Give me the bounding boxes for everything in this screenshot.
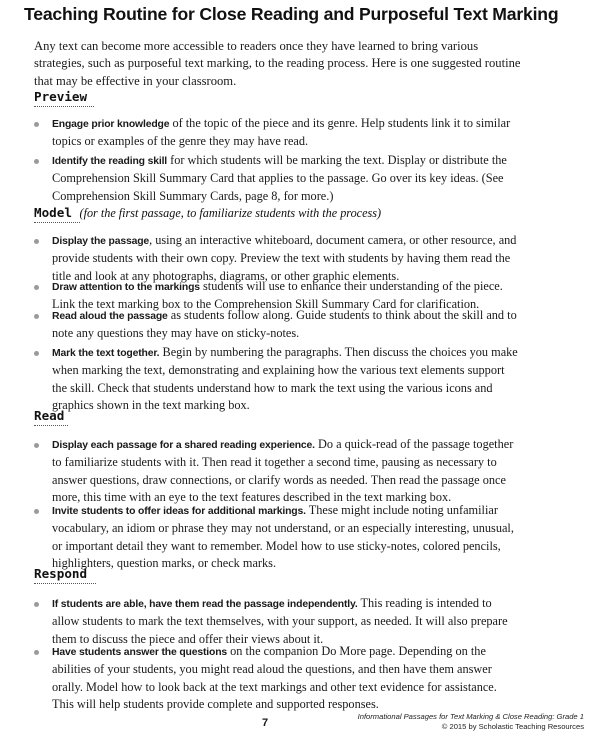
footer-copyright: © 2015 by Scholastic Teaching Resources [441,721,584,731]
section-heading-model: Model (for the first passage, to familiarize students with the process) [34,205,382,220]
bullet-icon [34,122,39,127]
bullet-icon [34,650,39,655]
bullet-icon [34,602,39,607]
section-divider [34,425,68,426]
list-item: Display each passage for a shared reading experience. Do a quick-read of the passage together to familiarize students with it. Then read it together a second time, pausing as necessary to answer questions, draw connections, or clarify words as needed. Then read the passage once more, this time with an eye to the text features described in the text marking box. [52,437,514,504]
intro-paragraph: Any text can become more accessible to readers once they have learned to bring various strategies, such as purposeful text marking, to the reading process. Here is one suggested routine that may be effective in your classroom. [34,39,521,88]
bullet-icon [34,509,39,514]
list-item: Engage prior knowledge of the topic of the piece and its genre. Help students link it to similar topics or examples of the genre they may have read. [52,116,511,149]
section-subheading: (for the first passage, to familiarize students with the process) [79,206,382,220]
list-item: Draw attention to the markings students will use to enhance their understanding of the piece. Link the text marking box to the Comprehension Skill Summary Card for clarification. [52,279,503,312]
bullet-icon [34,351,39,356]
section-divider [34,583,96,584]
section-heading-preview: Preview [34,89,88,104]
footer-book-title: Informational Passages for Text Marking & Close Reading: Grade 1 [357,712,584,721]
bullet-icon [34,285,39,290]
footer-credit [358,712,584,731]
list-item: Mark the text together. Begin by numbering the paragraphs. Then discuss the choices you make when marking the text, demonstrating and explaining how the various text elements support the skill. Check that students understand how to mark the text using the various icons and graphics shown in the text marking box. [52,345,518,412]
section-divider [34,106,94,107]
section-divider [34,222,80,223]
bullet-icon [34,239,39,244]
bullet-icon [34,314,39,319]
page-title: Teaching Routine for Close Reading and Purposeful Text Marking [24,4,559,24]
bullet-icon [34,443,39,448]
list-item: Read aloud the passage as students follow along. Guide students to think about the skill and to note any questions they may have on sticky-notes. [52,308,517,341]
list-item: Identify the reading skill for which students will be marking the text. Display or distribute the Comprehension Skill Summary Card that applies to the passage. Go over its key ideas. (See Comprehension Skill Summary Cards, page 8, for more.) [52,153,507,203]
section-heading-read: Read [34,408,65,423]
list-item: Invite students to offer ideas for additional markings. These might include noting unfamiliar vocabulary, an idiom or phrase they may not understand, or an especially interesting, unusual, or important detail they want to remember. Model how to use sticky-notes, colored pencils, highlighters, question marks, or check marks. [52,503,514,570]
list-item: If students are able, have them read the passage independently. This reading is intended to allow students to mark the text themselves, with your support, as needed. It will also prepare them to discuss the piece and offer their views about it. [52,596,508,646]
section-heading-respond: Respond [34,566,88,581]
page-number: 7 [262,717,269,729]
list-item: Display the passage, using an interactive whiteboard, document camera, or other resource, and provide students with their own copy. Preview the text with students by having them read the title and look at any photographs, diagrams, or other graphic elements. [52,233,517,283]
bullet-icon [34,159,39,164]
list-item: Have students answer the questions on the companion Do More page. Depending on the abilities of your students, you might read aloud the questions, and then have them answer orally. Model how to look back at the text markings and other text evidence for assistance. This will help students provide complete and supported responses. [52,644,497,711]
